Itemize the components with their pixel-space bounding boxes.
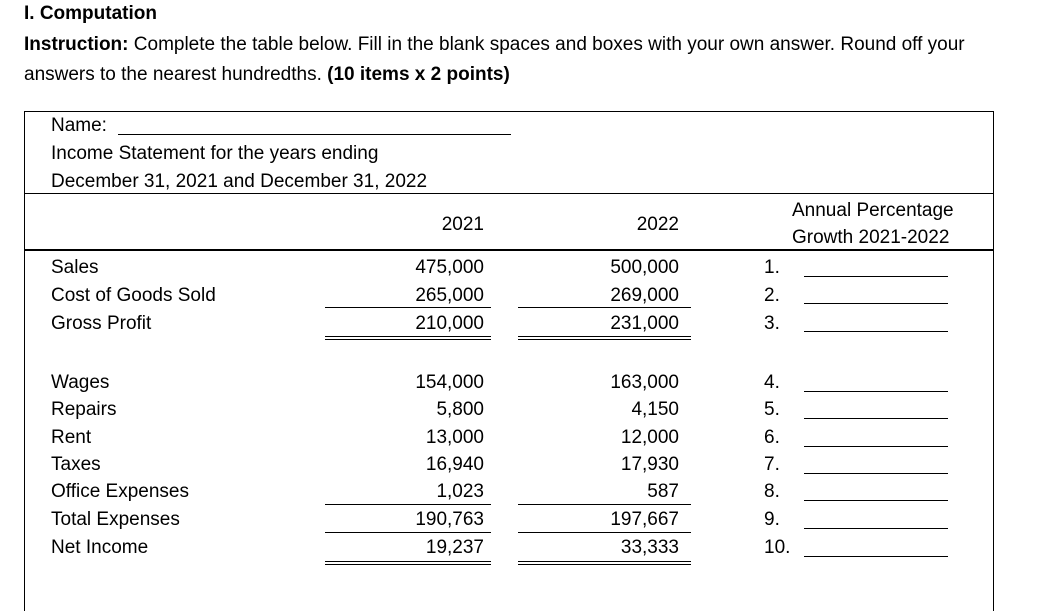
header-divider	[24, 193, 994, 194]
row-label: Sales	[51, 257, 99, 278]
subtotal-line-2022	[518, 307, 691, 308]
double-underline-2021	[325, 336, 491, 340]
value-2021: 1,023	[436, 481, 484, 502]
column-header-divider	[24, 249, 994, 251]
row-label: Wages	[51, 372, 110, 393]
value-2021: 265,000	[415, 285, 484, 306]
item-number: 8.	[764, 481, 780, 502]
answer-blank-9[interactable]	[804, 528, 948, 529]
value-2022: 231,000	[610, 313, 679, 334]
col-header-2022: 2022	[636, 214, 679, 235]
answer-blank-3[interactable]	[804, 331, 948, 332]
col-header-growth-line2: Growth 2021-2022	[792, 227, 950, 248]
value-2022: 4,150	[631, 399, 679, 420]
answer-blank-2[interactable]	[804, 303, 948, 304]
answer-blank-7[interactable]	[804, 473, 948, 474]
value-2021: 475,000	[415, 257, 484, 278]
value-2022: 17,930	[620, 454, 679, 475]
statement-title-line2: December 31, 2021 and December 31, 2022	[51, 171, 428, 192]
value-2021: 5,800	[436, 399, 484, 420]
row-label: Total Expenses	[51, 509, 180, 530]
section-heading: I. Computation	[24, 3, 157, 24]
value-2022: 163,000	[610, 372, 679, 393]
item-number: 4.	[764, 372, 780, 393]
value-2022: 587	[647, 481, 679, 502]
subtotal-line-2021	[325, 504, 491, 505]
subtotal-line-2021	[325, 307, 491, 308]
row-label: Gross Profit	[51, 313, 152, 334]
value-2021: 19,237	[425, 537, 484, 558]
value-2022: 12,000	[620, 427, 679, 448]
answer-blank-8[interactable]	[804, 500, 948, 501]
instruction-paragraph	[24, 30, 1029, 90]
row-label: Repairs	[51, 399, 117, 420]
name-label: Name:	[51, 115, 107, 136]
answer-blank-6[interactable]	[804, 446, 948, 447]
item-number: 2.	[764, 285, 780, 306]
double-underline-2022	[518, 561, 691, 565]
item-number: 5.	[764, 399, 780, 420]
answer-blank-10[interactable]	[804, 556, 948, 557]
subtotal-line-2022	[518, 504, 691, 505]
item-number: 9.	[764, 509, 780, 530]
statement-title-line1: Income Statement for the years ending	[51, 143, 379, 164]
answer-blank-5[interactable]	[804, 418, 948, 419]
double-underline-2021	[325, 561, 491, 565]
row-label: Net Income	[51, 537, 149, 558]
instruction-text: Complete the table below. Fill in the blank spaces and boxes with your own answer. Round off your answers to the nearest hundredths.	[24, 34, 965, 85]
item-number: 3.	[764, 313, 780, 334]
row-label: Taxes	[51, 454, 101, 475]
col-header-2021: 2021	[441, 214, 484, 235]
item-number: 1.	[764, 257, 780, 278]
item-number: 6.	[764, 427, 780, 448]
value-2021: 190,763	[415, 509, 484, 530]
value-2021: 13,000	[425, 427, 484, 448]
value-2022: 197,667	[610, 509, 679, 530]
value-2021: 210,000	[415, 313, 484, 334]
value-2022: 33,333	[620, 537, 679, 558]
value-2021: 16,940	[425, 454, 484, 475]
value-2022: 269,000	[610, 285, 679, 306]
col-header-growth-line1: Annual Percentage	[792, 200, 954, 221]
value-2022: 500,000	[610, 257, 679, 278]
value-2021: 154,000	[415, 372, 484, 393]
answer-blank-4[interactable]	[804, 391, 948, 392]
instruction-label: Instruction:	[24, 34, 129, 55]
row-label: Rent	[51, 427, 92, 448]
item-number: 10.	[764, 537, 791, 558]
row-label: Cost of Goods Sold	[51, 285, 216, 306]
subtotal-line-2022	[518, 532, 691, 533]
item-number: 7.	[764, 454, 780, 475]
answer-blank-1[interactable]	[804, 276, 948, 277]
row-label: Office Expenses	[51, 481, 190, 502]
name-blank-line[interactable]	[118, 134, 511, 135]
subtotal-line-2021	[325, 532, 491, 533]
points-note: (10 items x 2 points)	[327, 64, 510, 85]
double-underline-2022	[518, 336, 691, 340]
